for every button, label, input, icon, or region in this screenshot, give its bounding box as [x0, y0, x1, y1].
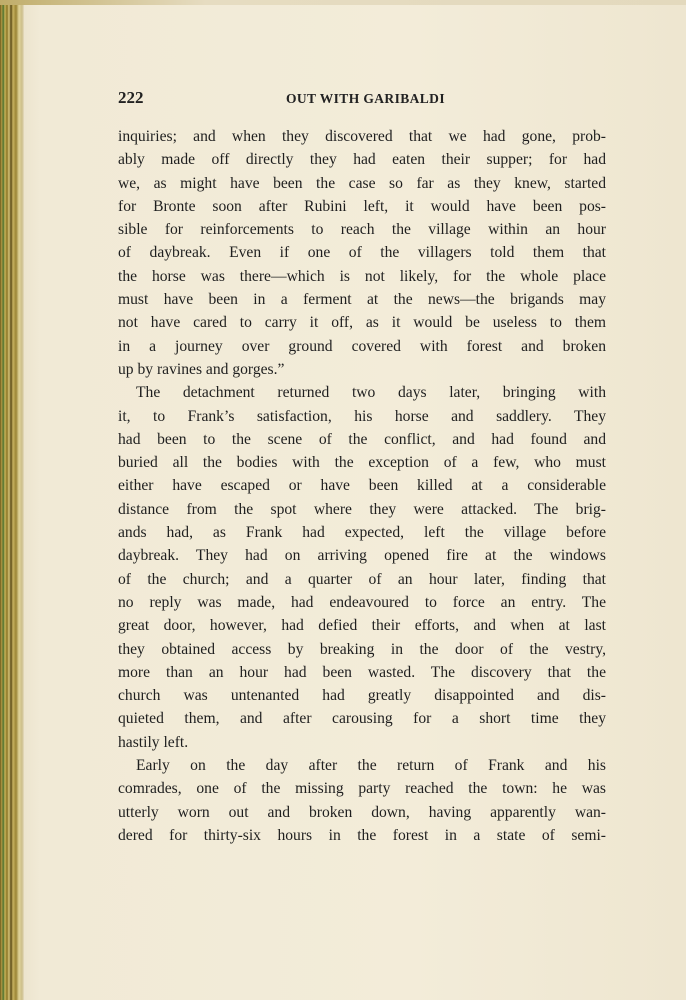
text-line: in a journey over ground covered with forest and broken	[118, 337, 606, 355]
body-text	[118, 125, 606, 847]
text-line: inquiries; and when they discovered that we had gone, prob-	[118, 128, 606, 145]
text-line: comrades, one of the missing party reached the town: he was	[118, 780, 606, 798]
text-line: ably made off directly they had eaten their supper; for had	[118, 151, 606, 169]
text-line: buried all the bodies with the exception of a few, who must	[118, 454, 606, 472]
text-line: quieted them, and after carousing for a short time they	[118, 710, 606, 728]
text-line: had been to the scene of the conflict, and had found and	[118, 430, 606, 448]
text-line: up by ravines and gorges.”	[118, 360, 285, 378]
page-header	[118, 88, 606, 112]
text-line: for Bronte soon after Rubini left, it would have been pos-	[118, 197, 606, 215]
text-line: either have escaped or have been killed at a considerable	[118, 477, 606, 495]
text-line: church was untenanted had greatly disappointed and dis-	[118, 687, 606, 705]
text-line: it, to Frank’s satisfaction, his horse and saddlery. They	[118, 407, 606, 425]
text-line: Early on the day after the return of Frank and his	[136, 757, 606, 775]
page-number: 222	[118, 88, 144, 107]
text-line: no reply was made, had endeavoured to force an entry. The	[118, 593, 606, 611]
text-line: we, as might have been the case so far as they knew, started	[118, 174, 606, 192]
text-line: hastily left.	[118, 733, 189, 751]
text-line: great door, however, had defied their efforts, and when at last	[118, 617, 606, 635]
text-line: the horse was there—which is not likely, for the whole place	[118, 267, 606, 285]
text-line: sible for reinforcements to reach the village within an hour	[118, 221, 606, 239]
text-line: they obtained access by breaking in the door of the vestry,	[118, 640, 606, 658]
text-line: distance from the spot where they were attacked. The brig-	[118, 500, 606, 518]
text-line: of the church; and a quarter of an hour later, finding that	[118, 570, 606, 588]
text-line: must have been in a ferment at the news—the brigands may	[118, 291, 606, 309]
text-line: daybreak. They had on arriving opened fire at the windows	[118, 547, 606, 565]
text-line: utterly worn out and broken down, having apparently wan-	[118, 803, 606, 821]
book-spine	[0, 0, 24, 1000]
text-line: more than an hour had been wasted. The discovery that the	[118, 663, 606, 681]
text-line: ands had, as Frank had expected, left the village before	[118, 524, 606, 542]
page-top-edge	[0, 0, 686, 5]
text-line: not have cared to carry it off, as it would be useless to them	[118, 314, 606, 332]
text-line: dered for thirty-six hours in the forest in a state of semi-	[118, 826, 606, 844]
running-title: OUT WITH GARIBALDI	[286, 91, 445, 106]
text-line: of daybreak. Even if one of the villagers told them that	[118, 244, 606, 262]
text-line: The detachment returned two days later, bringing with	[136, 384, 606, 402]
